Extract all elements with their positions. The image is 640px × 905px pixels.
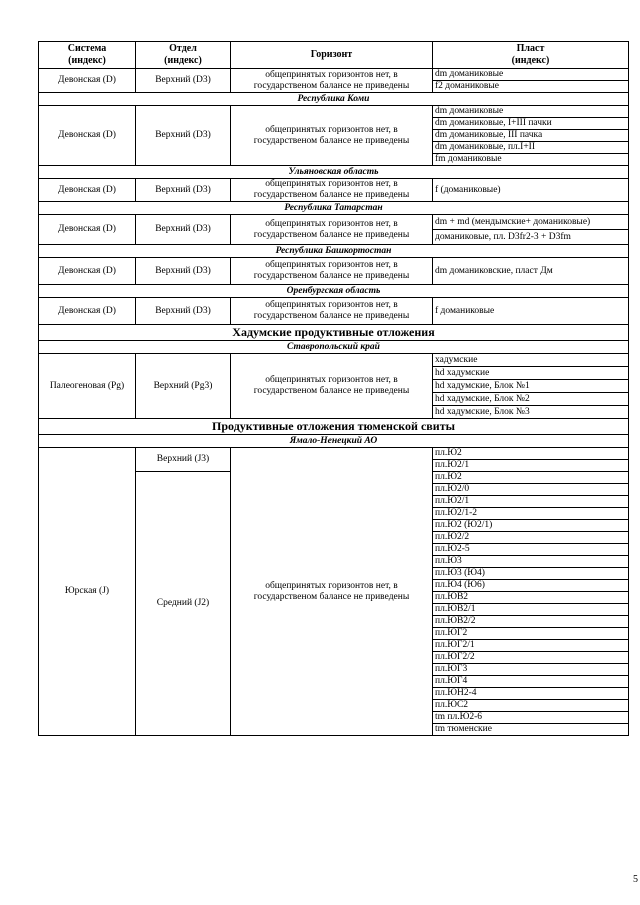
layer-cell: dm доманиковые	[433, 106, 629, 118]
section-title: Продуктивные отложения тюменской свиты	[39, 419, 629, 435]
layer-cell: пл.ЮГ2	[433, 628, 629, 640]
header-division: Отдел (индекс)	[136, 42, 231, 69]
layer-cell: пл.Ю3	[433, 556, 629, 568]
horizon-cell: общепринятых горизонтов нет, в государственом балансе не приведены	[231, 298, 433, 325]
layer-cell: пл.Ю2	[433, 448, 629, 460]
layer-cell: пл.ЮВ2/2	[433, 616, 629, 628]
strata-table	[38, 41, 629, 736]
layer-cell: fm доманиковые	[433, 154, 629, 166]
layer-cell: пл.ЮВ2/1	[433, 604, 629, 616]
system-cell: Палеогеновая (Pg)	[39, 354, 136, 419]
layer-cell: пл.ЮГ4	[433, 676, 629, 688]
layer-cell: пл.Ю2	[433, 472, 629, 484]
layer-cell: dm доманиковые	[433, 69, 629, 81]
division-cell: Верхний (D3)	[136, 106, 231, 166]
division-cell: Верхний (D3)	[136, 69, 231, 93]
division-cell: Верхний (Pg3)	[136, 354, 231, 419]
region-row	[39, 166, 629, 179]
division-cell: Верхний (D3)	[136, 179, 231, 202]
header-layer: Пласт (индекс)	[433, 42, 629, 69]
system-cell: Девонская (D)	[39, 106, 136, 166]
division-cell: Средний (J2)	[136, 472, 231, 736]
layer-cell: пл.Ю2/1	[433, 460, 629, 472]
layer-cell: пл.ЮГ2/2	[433, 652, 629, 664]
layer-cell: hd хадумские, Блок №3	[433, 406, 629, 419]
region-title: Ямало-Ненецкий АО	[39, 435, 629, 448]
layer-cell: пл.Ю2/0	[433, 484, 629, 496]
layer-cell: пл.ЮГ2/1	[433, 640, 629, 652]
region-row	[39, 93, 629, 106]
header-horizon: Горизонт	[231, 42, 433, 69]
layer-cell: hd хадумские, Блок №2	[433, 393, 629, 406]
horizon-cell: общепринятых горизонтов нет, в государственом балансе не приведены	[231, 215, 433, 245]
layer-cell: хадумские	[433, 354, 629, 367]
layer-cell: dm доманиковские, пласт Дм	[433, 258, 629, 285]
region-row	[39, 435, 629, 448]
horizon-cell: общепринятых горизонтов нет, в государственом балансе не приведены	[231, 448, 433, 736]
layer-cell: пл.Ю2/1-2	[433, 508, 629, 520]
region-row	[39, 341, 629, 354]
region-title: Республика Башкортостан	[39, 245, 629, 258]
table-row	[39, 179, 629, 202]
horizon-cell: общепринятых горизонтов нет, в государственом балансе не приведены	[231, 354, 433, 419]
layer-cell: f2 доманиковые	[433, 81, 629, 93]
system-cell: Девонская (D)	[39, 179, 136, 202]
horizon-cell: общепринятых горизонтов нет, в государственом балансе не приведены	[231, 69, 433, 93]
division-cell: Верхний (D3)	[136, 258, 231, 285]
layer-cell: tm тюменские	[433, 724, 629, 736]
division-cell: Верхний (D3)	[136, 215, 231, 245]
layer-cell: пл.Ю2/2	[433, 532, 629, 544]
table-row	[39, 258, 629, 285]
horizon-cell: общепринятых горизонтов нет, в государственом балансе не приведены	[231, 179, 433, 202]
region-title: Ставропольский край	[39, 341, 629, 354]
layer-cell: dm + md (мендымские+ доманиковые)	[433, 215, 629, 230]
layer-cell: пл.ЮН2-4	[433, 688, 629, 700]
layer-cell: пл.Ю2 (Ю2/1)	[433, 520, 629, 532]
system-cell: Девонская (D)	[39, 215, 136, 245]
table-row	[39, 215, 629, 230]
region-row	[39, 245, 629, 258]
horizon-cell: общепринятых горизонтов нет, в государственом балансе не приведены	[231, 258, 433, 285]
layer-cell: f доманиковые	[433, 298, 629, 325]
layer-cell: пл.Ю2-5	[433, 544, 629, 556]
table-row	[39, 448, 629, 460]
system-cell: Девонская (D)	[39, 298, 136, 325]
section-row	[39, 325, 629, 341]
layer-cell: пл.Ю2/1	[433, 496, 629, 508]
table-row	[39, 354, 629, 367]
table-row	[39, 69, 629, 81]
layer-cell: пл.Ю3 (Ю4)	[433, 568, 629, 580]
layer-cell: dm доманиковые, III пачка	[433, 130, 629, 142]
region-title: Оренбургская область	[39, 285, 629, 298]
header-row	[39, 42, 629, 69]
layer-cell: пл.ЮГ3	[433, 664, 629, 676]
region-title: Ульяновская область	[39, 166, 629, 179]
page-number: 5	[633, 874, 638, 885]
division-cell: Верхний (D3)	[136, 298, 231, 325]
horizon-cell: общепринятых горизонтов нет, в государственом балансе не приведены	[231, 106, 433, 166]
document-table-wrapper	[38, 41, 628, 736]
layer-cell: пл.ЮВ2	[433, 592, 629, 604]
layer-cell: hd хадумские	[433, 367, 629, 380]
layer-cell: доманиковые, пл. D3fr2-3 + D3fm	[433, 230, 629, 245]
system-cell: Юрская (J)	[39, 448, 136, 736]
layer-cell: dm доманиковые, I+III пачки	[433, 118, 629, 130]
region-title: Республика Коми	[39, 93, 629, 106]
region-row	[39, 285, 629, 298]
layer-cell: пл.ЮС2	[433, 700, 629, 712]
header-system: Система (индекс)	[39, 42, 136, 69]
region-title: Республика Татарстан	[39, 202, 629, 215]
layer-cell: hd хадумские, Блок №1	[433, 380, 629, 393]
table-row	[39, 298, 629, 325]
layer-cell: dm доманиковые, пл.I+II	[433, 142, 629, 154]
layer-cell: tm пл.Ю2-6	[433, 712, 629, 724]
section-title: Хадумские продуктивные отложения	[39, 325, 629, 341]
system-cell: Девонская (D)	[39, 258, 136, 285]
section-row	[39, 419, 629, 435]
table-row	[39, 106, 629, 118]
layer-cell: f (доманиковые)	[433, 179, 629, 202]
division-cell: Верхний (J3)	[136, 448, 231, 472]
region-row	[39, 202, 629, 215]
layer-cell: пл.Ю4 (Ю6)	[433, 580, 629, 592]
system-cell: Девонская (D)	[39, 69, 136, 93]
